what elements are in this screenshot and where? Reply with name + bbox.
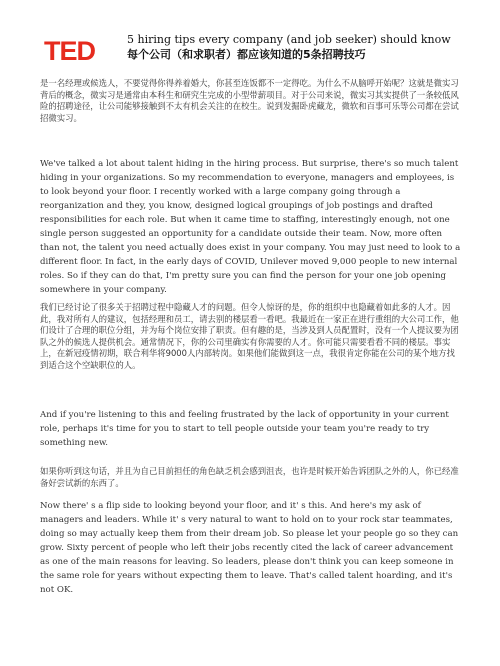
title-chinese: 每个公司（和求职者）都应该知道的5条招聘技巧 <box>127 48 366 61</box>
paragraph-2-english: We've talked a lot about talent hiding in the hiring process. But surprise, there's so much talent hiding in your organizations. So my recommendation to everyone, managers and employees, is to look beyond your floor. I recently worked with a large company going through a reorganization and they, you know, designed logical groupings of job postings and drafted responsibilities for each role. But when it came time to staffing, interestingly enough, not one single person suggested an opportunity for a candidate outside their team. Now, more often than not, the talent you need actually does exist in your company. You may just need to look to a different floor. In fact, in the early days of COVID, Unilever moved 9,000 people to new internal roles. So if they can do that, I'm pretty sure you can find the person for your one job opening somewhere in your company. <box>40 159 461 295</box>
paragraph-3-chinese: 我们已经讨论了很多关于招聘过程中隐藏人才的问题。但令人惊讶的是，你的组织中也隐藏着如此多的人才。因此，我对所有人的建议，包括经理和员工，请去别的楼层看一看吧。我最近在一家正在进行重组的大公司工作，他们设计了合理的职位分组，并为每个岗位安排了职责。但有趣的是，当涉及到人员配置时，没有一个人提议要为团队之外的候选人提供机会。通常情况下，你的公司里确实有你需要的人才。你可能只需要看看不同的楼层。事实上，在新冠疫情初期，联合利华将9000人内部转岗。如果他们能做到这一点，我很肯定你能在公司的某个地方找到适合这个空缺职位的人。 <box>40 302 459 370</box>
paragraph-5-chinese: 如果你听到这句话，并且为自己目前担任的角色缺乏机会感到沮丧，也许是时候开始告诉团队之外的人，你已经准备好尝试新的东西了。 <box>40 466 459 488</box>
ted-logo: TED <box>44 36 95 66</box>
title-english: 5 hiring tips every company (and job seeker) should know <box>127 33 451 46</box>
paragraph-1-chinese: 是一名经理或候选人，不要觉得你得养着婚大，你甚至连饭都不一定得吃。为什么不从脑呼开始呢？这就是微实习背后的概念，微实习是通常由本科生和研究生完成的小型带薪项目。对于公司来说，微实习其实提供了一条较低风险的招聘途径，让公司能够接触到不太有机会关注的在校生。说到发掘卧虎藏龙，微软和百事可乐等公司都在尝试招微实习。 <box>40 78 459 123</box>
paragraph-4-english: And if you're listening to this and feeling frustrated by the lack of opportunity in your current role, perhaps it's time for you to start to tell people outside your team you're ready to try something new. <box>40 410 449 448</box>
paragraph-6-english: Now there' s a flip side to looking beyond your floor, and it' s this. And here's my ask of managers and leaders. While it' s very natural to want to hold on to your rock star teammates, doing so may actually keep them from their dream job. So please let your people go so they can grow. Sixty percent of people who left their jobs recently cited the lack of career advancement as one of the main reasons for leaving. So leaders, please don't think you can keep someone in the same role for years without expecting them to leave. That's called talent hoarding, and it's not OK. <box>40 501 459 595</box>
